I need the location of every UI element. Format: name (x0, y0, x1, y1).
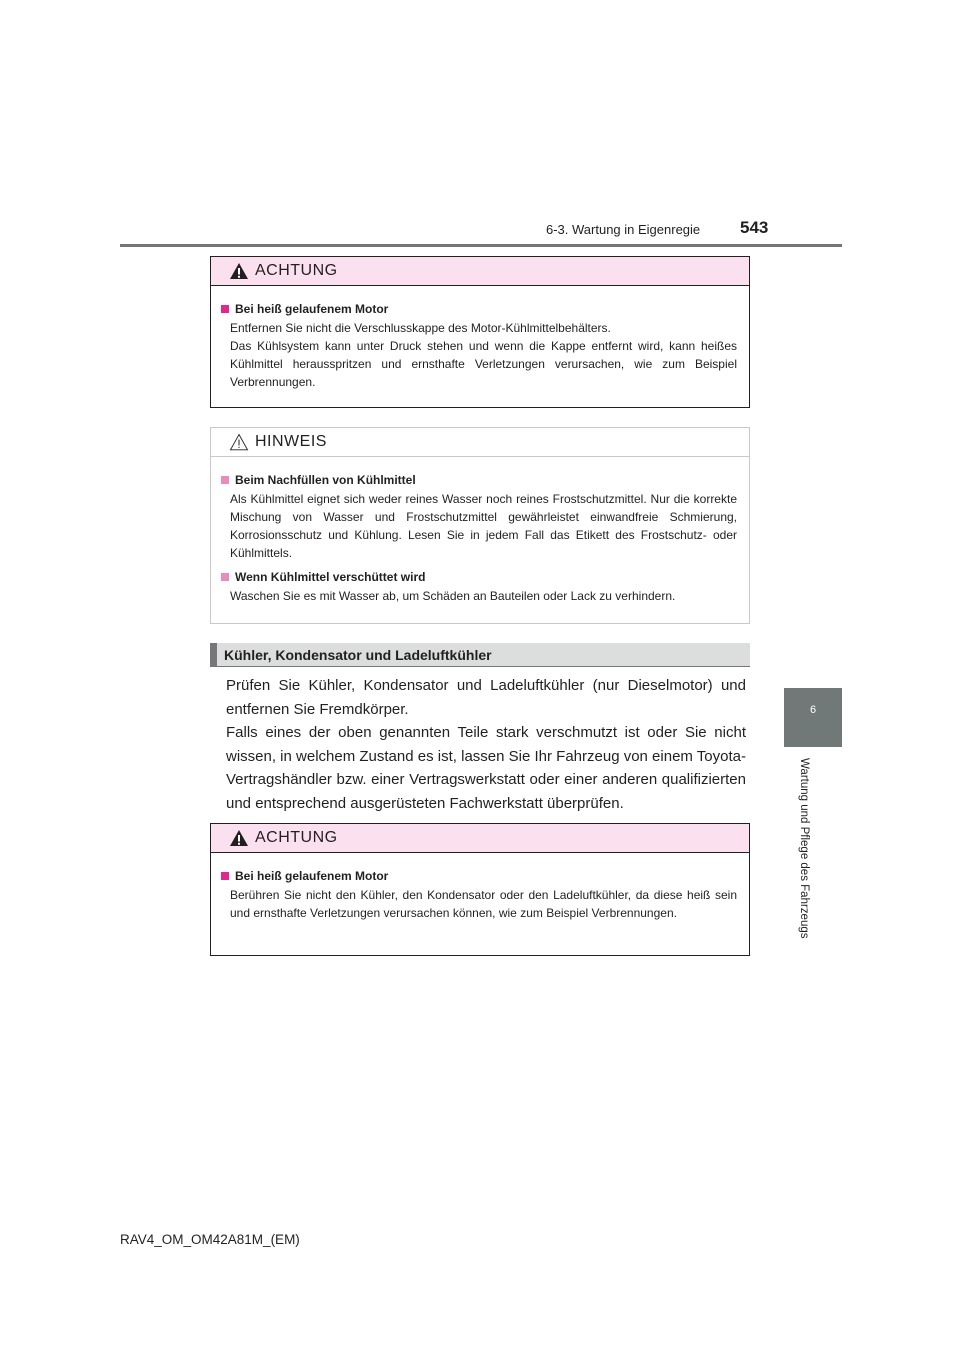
body-paragraph: Falls eines der oben genannten Teile stark verschmutzt ist oder Sie nicht wissen, in welchem Zustand es ist, lassen Sie Ihr Fahrzeug von einem Toyota-Vertragshändler bzw. einer Vertragswerkstatt oder einer anderen qualifizierten und entsprechend ausgerüsteten Fachwerkstatt überprüfen. (226, 724, 746, 812)
warning-box-header (211, 257, 749, 286)
note-item-line: Waschen Sie es mit Wasser ab, um Schäden an Bauteilen oder Lack zu verhindern. (230, 589, 676, 603)
warning-triangle-icon (229, 829, 249, 847)
note-box-header (211, 428, 749, 457)
section-heading-text: Kühler, Kondensator und Ladeluftkühler (224, 646, 492, 663)
note-item-text (221, 587, 739, 605)
note-item-line: Als Kühlmittel eignet sich weder reines Wasser noch reines Frostschutzmittel. Nur die korrekte Mischung von Wasser und Frostschutzmittel gewährleistet einwandfreie Schmierung, Korrosionsschutz und Kühlung. Lesen Sie in jedem Fall das Etikett des Frostschutz- oder Kühlmittels. (230, 492, 737, 560)
section-heading (210, 643, 750, 666)
warning-box-2 (210, 823, 750, 956)
warning-item-title-text: Bei heiß gelaufenem Motor (235, 869, 389, 883)
warning-item-line: Das Kühlsystem kann unter Druck stehen und wenn die Kappe entfernt wird, kann heißes Kühlmittel herausspritzen und ernsthafte Verletzungen verursachen, wie zum Beispiel Verbrennungen. (230, 339, 737, 389)
warning-item (221, 300, 739, 391)
warning-triangle-icon (229, 262, 249, 280)
warning-item-text (221, 886, 739, 922)
body-paragraph: Prüfen Sie Kühler, Kondensator und Ladeluftkühler (nur Dieselmotor) und entfernen Sie Fremdkörper. (226, 677, 746, 718)
warning-item-line: Berühren Sie nicht den Kühler, den Kondensator oder den Ladeluftkühler, da diese heiß sein und ernsthafte Verletzungen verursachen können, wie zum Beispiel Verbrennungen. (230, 888, 737, 920)
warning-item-title (221, 867, 739, 885)
bullet-square-icon (221, 872, 229, 880)
bullet-square-icon (221, 573, 229, 581)
bullet-square-icon (221, 305, 229, 313)
warning-heading: ACHTUNG (255, 829, 338, 846)
note-item (221, 568, 739, 605)
running-header-section: 6-3. Wartung in Eigenregie (546, 222, 701, 237)
note-item-title-text: Wenn Kühlmittel verschüttet wird (235, 570, 426, 584)
warning-box-1 (210, 256, 750, 408)
warning-item-line: Entfernen Sie nicht die Verschlusskappe des Motor-Kühlmittelbehälters. (230, 321, 611, 335)
note-item-title-text: Beim Nachfüllen von Kühlmittel (235, 473, 416, 487)
note-item-text (221, 490, 739, 562)
warning-item (221, 867, 739, 922)
chapter-number: 6 (809, 704, 817, 716)
warning-item-title-text: Bei heiß gelaufenem Motor (235, 302, 389, 316)
warning-heading: ACHTUNG (255, 262, 338, 279)
bullet-square-icon (221, 476, 229, 484)
note-item-title (221, 471, 739, 489)
section-body (226, 674, 746, 815)
note-item (221, 471, 739, 562)
warning-box-header (211, 824, 749, 853)
warning-item-title (221, 300, 739, 318)
warning-item-text (221, 319, 739, 391)
header-rule (120, 244, 842, 247)
page-number: 543 (740, 218, 769, 237)
note-box (210, 427, 750, 624)
note-heading: HINWEIS (255, 433, 327, 450)
caution-triangle-outline-icon (229, 433, 249, 451)
note-item-title (221, 568, 739, 586)
manual-code: RAV4_OM_OM42A81M_(EM) (120, 1232, 300, 1247)
chapter-tab (784, 688, 842, 747)
chapter-title: Wartung und Pflege des Fahrzeugs (798, 758, 810, 939)
